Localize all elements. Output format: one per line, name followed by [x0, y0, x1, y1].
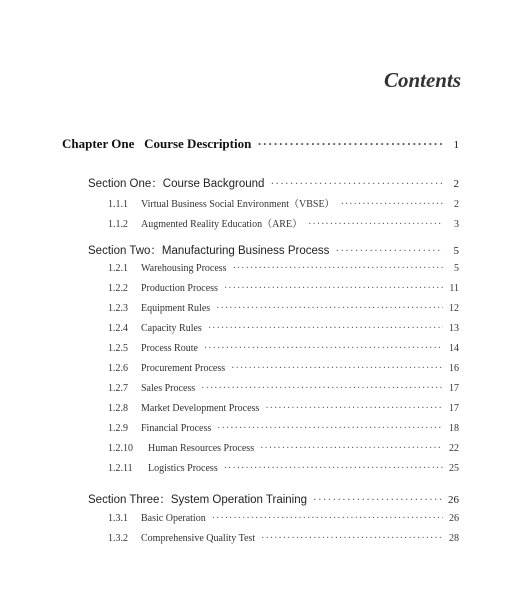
dot-leader	[257, 136, 443, 152]
page-number: 17	[449, 383, 459, 394]
page-number: 16	[449, 363, 459, 374]
section-label: Section One：Course Background	[88, 178, 265, 190]
item-label	[108, 383, 195, 394]
page-number: 1	[453, 139, 459, 151]
page-number: 12	[449, 303, 459, 314]
item-title: Augmented Reality Education（ARE）	[141, 219, 303, 230]
page-number: 5	[453, 245, 459, 257]
dot-leader	[260, 443, 443, 454]
page-number: 22	[449, 443, 459, 454]
page-number: 18	[449, 423, 459, 434]
toc-item-row[interactable]	[0, 303, 531, 314]
item-label	[108, 463, 218, 474]
dot-leader	[270, 178, 443, 190]
page-number: 26	[449, 513, 459, 524]
dot-leader	[233, 263, 443, 274]
item-number: 1.2.3	[108, 303, 128, 314]
item-label	[108, 323, 202, 334]
item-label	[108, 443, 254, 454]
item-title: Virtual Business Social Environment（VBSE）	[141, 199, 335, 210]
toc-section-row[interactable]	[0, 242, 531, 258]
page-number: 17	[449, 403, 459, 414]
page-number: 14	[449, 343, 459, 354]
item-title: Equipment Rules	[141, 303, 211, 314]
dot-leader	[313, 494, 442, 506]
toc-item-row[interactable]	[0, 263, 531, 274]
dot-leader	[224, 283, 443, 294]
toc-item-row[interactable]	[0, 323, 531, 334]
item-title: Warehousing Process	[141, 263, 227, 274]
dot-leader	[335, 245, 443, 257]
contents-title: Contents	[383, 68, 461, 92]
page-number: 2	[453, 178, 459, 190]
item-title: Process Route	[141, 343, 198, 354]
item-label	[108, 195, 335, 210]
toc-section-row[interactable]	[0, 175, 531, 191]
item-number: 1.3.1	[108, 513, 128, 524]
page-number: 11	[449, 283, 459, 294]
item-title: Production Process	[141, 283, 218, 294]
toc-chapter-row[interactable]	[0, 136, 531, 152]
item-label	[108, 423, 211, 434]
item-title: Human Resources Process	[148, 443, 255, 454]
item-label	[108, 263, 227, 274]
toc-item-row[interactable]	[0, 195, 531, 210]
item-number: 1.2.10	[108, 443, 133, 454]
item-label	[108, 403, 259, 414]
toc-item-row[interactable]	[0, 463, 531, 474]
dot-leader	[216, 303, 443, 314]
dot-leader	[204, 343, 443, 354]
dot-leader	[224, 463, 443, 474]
toc-section-row[interactable]	[0, 491, 531, 507]
item-number: 1.1.1	[108, 199, 128, 210]
dot-leader	[201, 383, 443, 394]
page-number: 5	[454, 263, 459, 274]
item-title: Comprehensive Quality Test	[141, 533, 256, 544]
dot-leader	[308, 219, 443, 230]
item-number: 1.2.7	[108, 383, 128, 394]
item-number: 1.2.9	[108, 423, 128, 434]
page-number: 26	[448, 494, 459, 506]
item-number: 1.1.2	[108, 219, 128, 230]
toc-item-row[interactable]	[0, 403, 531, 414]
toc-item-row[interactable]	[0, 215, 531, 230]
item-title: Sales Process	[141, 383, 196, 394]
toc-item-row[interactable]	[0, 283, 531, 294]
page-number: 2	[454, 199, 459, 210]
dot-leader	[231, 363, 443, 374]
section-label: Section Three：System Operation Training	[88, 494, 308, 506]
item-number: 1.2.11	[108, 463, 133, 474]
item-label	[108, 513, 206, 524]
item-label	[108, 363, 225, 374]
dot-leader	[208, 323, 443, 334]
toc-item-row[interactable]	[0, 363, 531, 374]
dot-leader	[217, 423, 443, 434]
section-label: Section Two：Manufacturing Business Process	[88, 245, 330, 257]
item-title: Capacity Rules	[141, 323, 202, 334]
item-label	[108, 343, 198, 354]
item-number: 1.2.6	[108, 363, 128, 374]
item-title: Procurement Process	[141, 363, 226, 374]
item-title: Logistics Process	[148, 463, 218, 474]
dot-leader	[341, 199, 443, 210]
dot-leader	[265, 403, 443, 414]
item-number: 1.2.8	[108, 403, 128, 414]
page-number: 25	[449, 463, 459, 474]
item-number: 1.2.2	[108, 283, 128, 294]
page-number: 13	[449, 323, 459, 334]
toc-item-row[interactable]	[0, 423, 531, 434]
item-title: Basic Operation	[141, 513, 206, 524]
item-title: Market Development Process	[141, 403, 260, 414]
item-label	[108, 303, 210, 314]
item-number: 1.2.4	[108, 323, 128, 334]
dot-leader	[261, 533, 443, 544]
toc-item-row[interactable]	[0, 513, 531, 524]
item-number: 1.3.2	[108, 533, 128, 544]
toc-item-row[interactable]	[0, 343, 531, 354]
toc-item-row[interactable]	[0, 383, 531, 394]
chapter-label: Chapter One Course Description	[62, 136, 252, 151]
page-number: 28	[449, 533, 459, 544]
item-title: Financial Process	[141, 423, 212, 434]
item-label	[108, 283, 218, 294]
item-label	[108, 215, 302, 230]
item-label	[108, 533, 255, 544]
item-number: 1.2.5	[108, 343, 128, 354]
dot-leader	[212, 513, 443, 524]
item-number: 1.2.1	[108, 263, 128, 274]
toc-item-row[interactable]	[0, 533, 531, 544]
page-number: 3	[454, 219, 459, 230]
toc-item-row[interactable]	[0, 443, 531, 454]
